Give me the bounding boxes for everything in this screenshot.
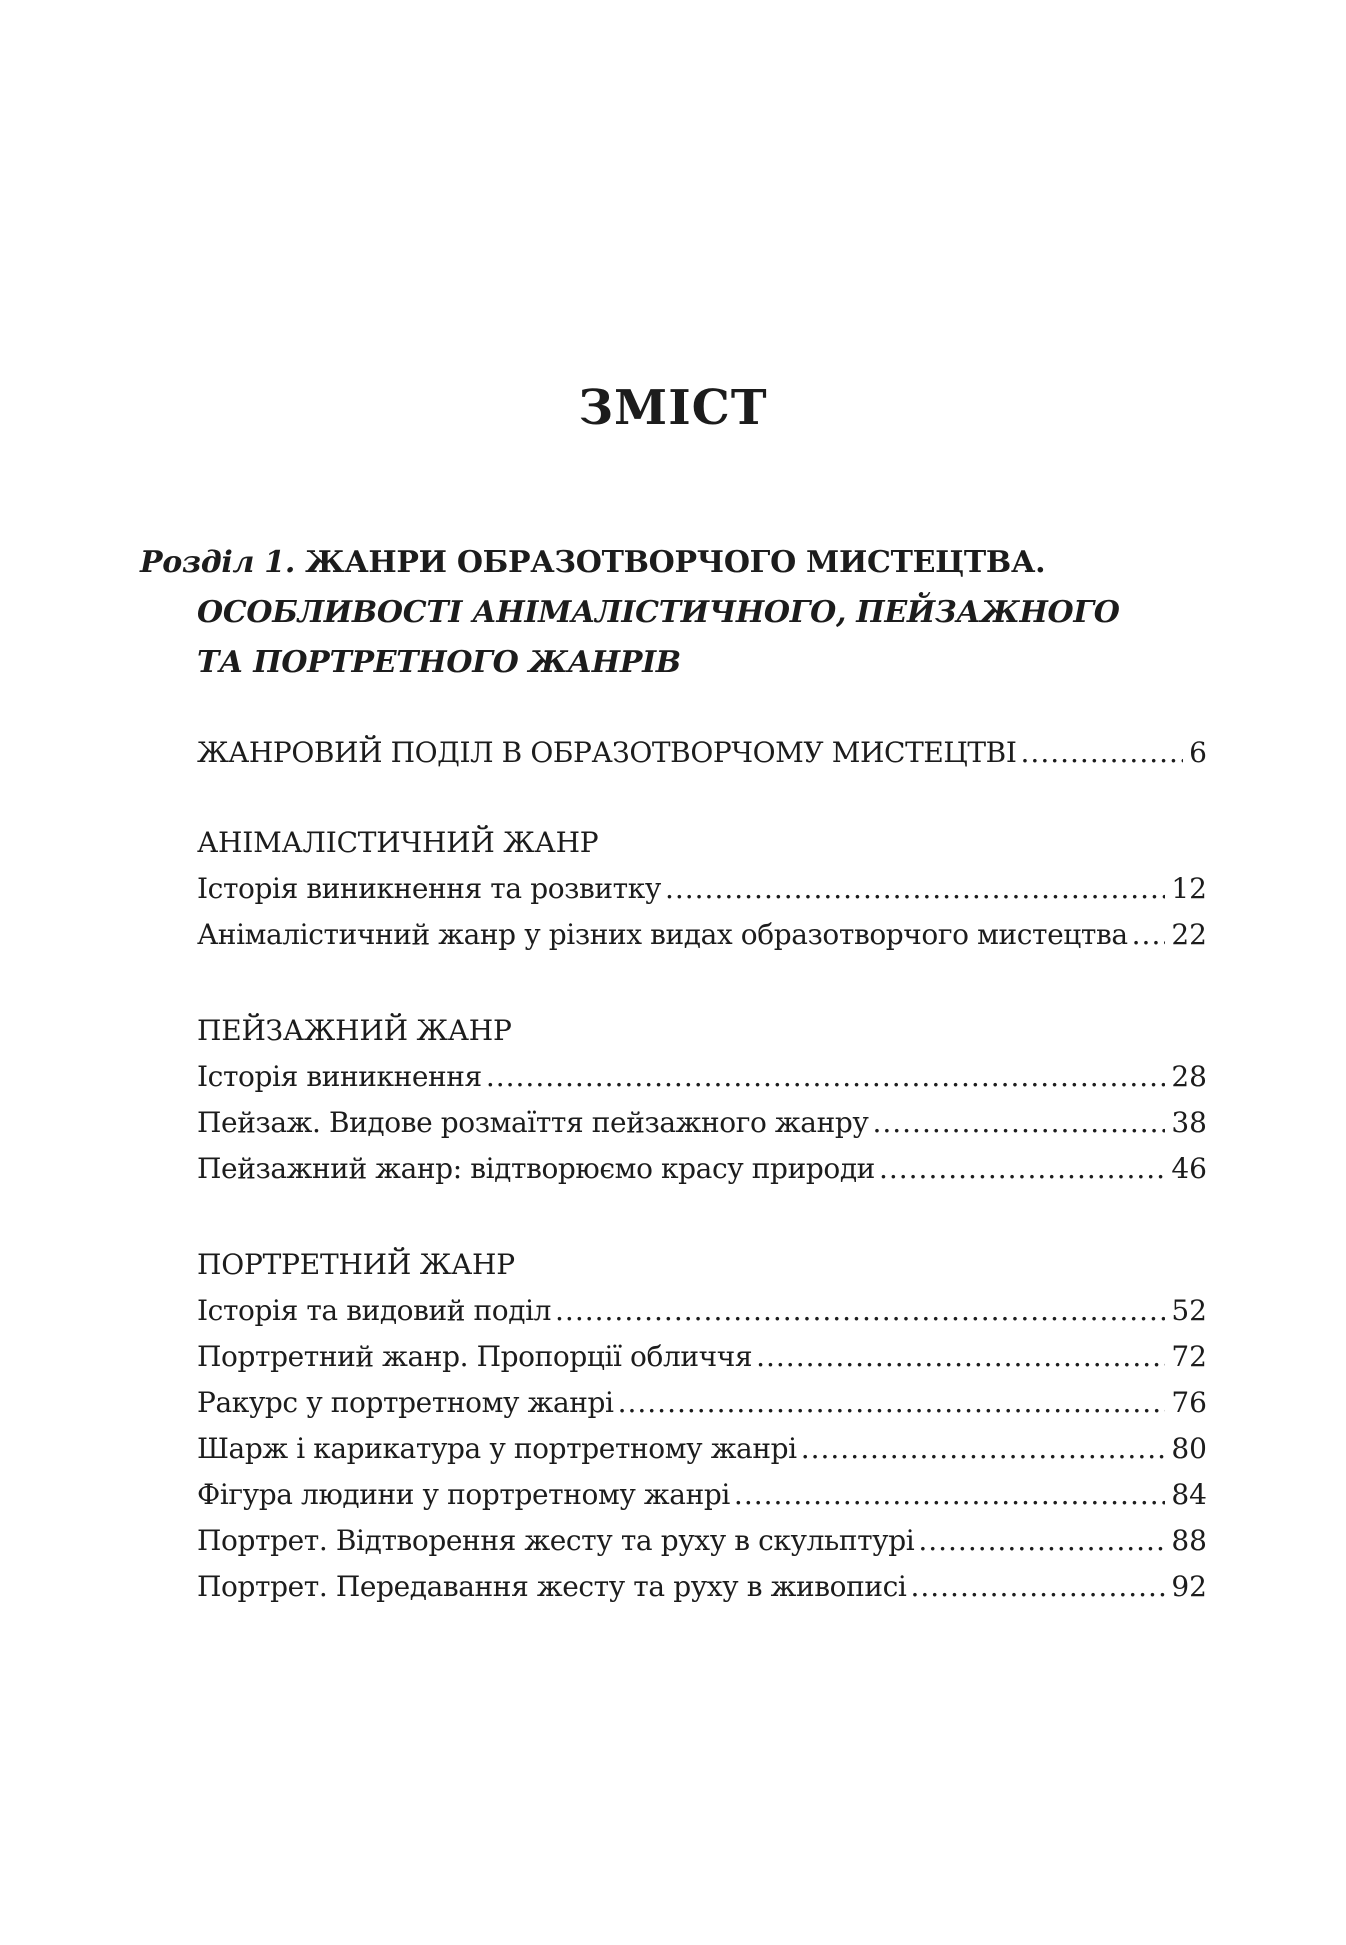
section-subtitle-line-2: ТА ПОРТРЕТНОГО ЖАНРІВ	[197, 645, 681, 680]
dot-leader	[555, 1288, 1165, 1334]
group-heading-landscape: ПЕЙЗАЖНИЙ ЖАНР	[197, 1014, 512, 1047]
toc-entry[interactable]	[197, 866, 1207, 912]
toc-entry[interactable]	[197, 1100, 1207, 1146]
toc-entry-page: 22	[1171, 918, 1207, 951]
toc-entry-page: 46	[1171, 1152, 1207, 1185]
section-main-title: ЖАНРИ ОБРАЗОТВОРЧОГО МИСТЕЦТВА.	[305, 545, 1046, 580]
toc-entry[interactable]	[197, 1426, 1207, 1472]
section-prefix: Розділ 1.	[140, 545, 295, 580]
section-title-line	[140, 538, 1220, 588]
dot-leader	[872, 1100, 1165, 1146]
toc-entry-title: Історія виникнення	[197, 1060, 482, 1093]
toc-entry-page: 80	[1171, 1432, 1207, 1465]
dot-leader	[734, 1472, 1165, 1518]
toc-entry-title: Фігура людини у портретному жанрі	[197, 1478, 730, 1511]
dot-leader	[879, 1146, 1165, 1192]
dot-leader	[665, 866, 1165, 912]
dot-leader	[910, 1564, 1165, 1610]
toc-entry-title: Портрет. Передавання жесту та руху в живописі	[197, 1570, 907, 1603]
toc-entry-title: Історія виникнення та розвитку	[197, 872, 661, 905]
dot-leader	[1021, 730, 1184, 776]
dot-leader	[1132, 912, 1166, 958]
toc-entry-page: 38	[1171, 1106, 1207, 1139]
toc-entry[interactable]	[197, 1518, 1207, 1564]
group-heading-portrait: ПОРТРЕТНИЙ ЖАНР	[197, 1248, 515, 1281]
toc-entry[interactable]	[197, 1288, 1207, 1334]
toc-entry-page: 72	[1171, 1340, 1207, 1373]
dot-leader	[618, 1380, 1166, 1426]
toc-entry[interactable]	[197, 1146, 1207, 1192]
toc-entry-title: Портретний жанр. Пропорції обличчя	[197, 1340, 753, 1373]
dot-leader	[801, 1426, 1166, 1472]
toc-entry-title: Ракурс у портретному жанрі	[197, 1386, 614, 1419]
toc-entry-title: Шарж і карикатура у портретному жанрі	[197, 1432, 797, 1465]
toc-entry-intro[interactable]	[197, 730, 1207, 776]
toc-entry-page: 88	[1171, 1524, 1207, 1557]
toc-entry-title: Портрет. Відтворення жесту та руху в скульптурі	[197, 1524, 915, 1557]
toc-entry-page: 52	[1171, 1294, 1207, 1327]
toc-entry-title: Пейзажний жанр: відтворюємо красу природи	[197, 1152, 875, 1185]
toc-entry-title: Історія та видовий поділ	[197, 1294, 552, 1327]
toc-entry-title: Анімалістичний жанр у різних видах образотворчого мистецтва	[197, 918, 1128, 951]
toc-entry-page: 6	[1189, 736, 1207, 769]
toc-entry[interactable]	[197, 1334, 1207, 1380]
toc-entry[interactable]	[197, 1472, 1207, 1518]
section-subtitle-line-1: ОСОБЛИВОСТІ АНІМАЛІСТИЧНОГО, ПЕЙЗАЖНОГО	[197, 595, 1120, 630]
toc-entry[interactable]	[197, 1564, 1207, 1610]
page-title: ЗМІСТ	[578, 380, 768, 436]
toc-entry-title: ЖАНРОВИЙ ПОДІЛ В ОБРАЗОТВОРЧОМУ МИСТЕЦТВІ	[197, 736, 1017, 769]
group-heading-animal: АНІМАЛІСТИЧНИЙ ЖАНР	[197, 826, 599, 859]
toc-entry-title: Пейзаж. Видове розмаїття пейзажного жанру	[197, 1106, 869, 1139]
toc-entry-page: 12	[1171, 872, 1207, 905]
toc-entry-page: 76	[1171, 1386, 1207, 1419]
section-heading	[140, 538, 1220, 688]
toc-entry-page: 92	[1171, 1570, 1207, 1603]
dot-leader	[918, 1518, 1165, 1564]
toc-entry-page: 28	[1171, 1060, 1207, 1093]
toc-entry[interactable]	[197, 1380, 1207, 1426]
toc-list	[197, 730, 1207, 1610]
toc-entry[interactable]	[197, 1054, 1207, 1100]
toc-entry-page: 84	[1171, 1478, 1207, 1511]
dot-leader	[756, 1334, 1165, 1380]
dot-leader	[486, 1054, 1166, 1100]
toc-entry[interactable]	[197, 912, 1207, 958]
